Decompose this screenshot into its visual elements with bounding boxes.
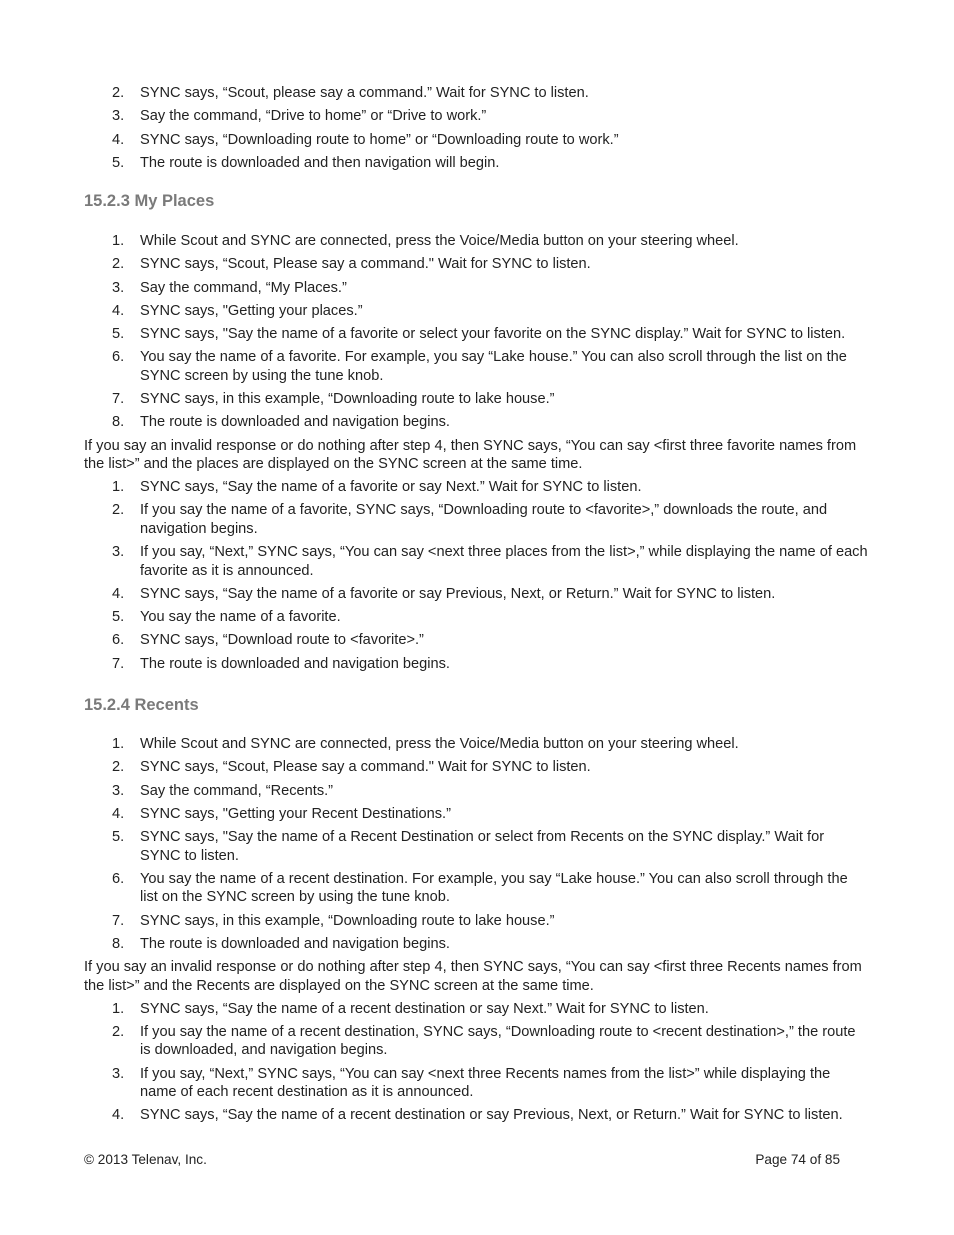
recents-paragraph: If you say an invalid response or do nothing after step 4, then SYNC says, “You can say <first three Recents names from the list>” and the Recents are displayed on the SYNC screen at the same time.	[84, 959, 862, 994]
list-item	[84, 348, 868, 385]
list-item	[84, 478, 868, 496]
list-item	[84, 805, 868, 823]
my-places-steps2-list	[0, 478, 954, 673]
list-number: 2.	[112, 1023, 125, 1040]
list-number: 2.	[112, 759, 125, 776]
list-text: The route is downloaded and navigation begins.	[140, 935, 450, 952]
list-item	[84, 325, 868, 343]
list-item	[84, 585, 868, 603]
intro-list-block	[0, 84, 954, 177]
list-item	[84, 84, 868, 102]
intro-steps-list	[0, 84, 954, 172]
list-text: SYNC says, “Download route to <favorite>.”	[140, 632, 424, 649]
list-text: If you say, “Next,” SYNC says, “You can say <next three places from the list>,” while displaying the name of each favorite as it is announced.	[140, 544, 868, 579]
list-item	[84, 107, 868, 125]
list-text: SYNC says, “Scout, Please say a command." Wait for SYNC to listen.	[140, 256, 591, 273]
heading-recents-wrap	[84, 696, 199, 715]
list-number: 3.	[112, 1065, 125, 1082]
list-item	[84, 413, 868, 431]
list-text: You say the name of a favorite. For example, you say “Lake house.” You can also scroll through the list on the SYNC screen by using the tune knob.	[140, 349, 847, 384]
list-item	[84, 1000, 868, 1018]
list-number: 1.	[112, 233, 125, 249]
list-item	[84, 828, 868, 865]
list-item	[84, 232, 868, 250]
list-number: 5.	[112, 609, 125, 626]
list-number: 6.	[112, 632, 125, 649]
footer-copyright: © 2013 Telenav, Inc.	[84, 1152, 207, 1167]
list-text: The route is downloaded and navigation begins.	[140, 655, 450, 672]
list-item	[84, 501, 868, 538]
list-item	[84, 758, 868, 776]
list-text: Say the command, “Drive to home” or “Drive to work.”	[140, 108, 487, 125]
list-text: The route is downloaded and then navigation will begin.	[140, 154, 500, 171]
list-text: Say the command, “My Places.”	[140, 279, 347, 296]
recents-block	[0, 735, 954, 1130]
list-text: SYNC says, "Say the name of a Recent Destination or select from Recents on the SYNC display.” Wait for SYNC to listen.	[140, 829, 825, 864]
list-item	[84, 255, 868, 273]
list-number: 3.	[112, 108, 125, 125]
list-item	[84, 131, 868, 149]
list-number: 8.	[112, 935, 125, 952]
list-number: 4.	[112, 1107, 125, 1124]
footer-page-number: Page 74 of 85	[755, 1152, 840, 1167]
list-number: 8.	[112, 414, 125, 431]
list-number: 1.	[112, 479, 125, 496]
list-text: Say the command, “Recents.”	[140, 782, 334, 799]
list-text: SYNC says, “Say the name of a favorite or say Next.” Wait for SYNC to listen.	[140, 479, 642, 496]
list-number: 6.	[112, 349, 125, 366]
list-text: SYNC says, “Scout, Please say a command." Wait for SYNC to listen.	[140, 759, 591, 776]
list-number: 4.	[112, 131, 125, 148]
list-number: 1.	[112, 1000, 125, 1017]
list-number: 4.	[112, 585, 125, 602]
list-text: SYNC says, "Getting your Recent Destinations.”	[140, 805, 451, 822]
list-number: 3.	[112, 544, 125, 561]
my-places-block	[0, 232, 954, 678]
list-text: SYNC says, “Downloading route to home” or “Downloading route to work.”	[140, 131, 619, 148]
list-item	[84, 631, 868, 649]
list-text: The route is downloaded and navigation begins.	[140, 414, 450, 431]
section-heading-recents: 15.2.4 Recents	[84, 696, 199, 714]
list-number: 4.	[112, 302, 125, 319]
list-item	[84, 735, 868, 753]
recents-steps-list	[0, 735, 954, 953]
list-number: 7.	[112, 912, 125, 929]
list-item	[84, 154, 868, 172]
list-text: SYNC says, in this example, “Downloading route to lake house.”	[140, 912, 555, 929]
list-item	[84, 935, 868, 953]
list-text: SYNC says, “Scout, please say a command.” Wait for SYNC to listen.	[140, 85, 589, 101]
section-heading-my-places: 15.2.3 My Places	[84, 192, 215, 210]
my-places-steps-list	[0, 232, 954, 432]
list-text: While Scout and SYNC are connected, press the Voice/Media button on your steering wheel.	[140, 233, 739, 249]
list-item	[84, 302, 868, 320]
list-text: SYNC says, in this example, “Downloading route to lake house.”	[140, 391, 555, 408]
list-text: You say the name of a recent destination. For example, you say “Lake house.” You can also scroll through the list on the SYNC screen by using the tune knob.	[140, 870, 848, 906]
list-number: 2.	[112, 85, 125, 101]
list-item	[84, 912, 868, 930]
list-item	[84, 1023, 868, 1060]
list-number: 5.	[112, 326, 125, 343]
list-item	[84, 782, 868, 800]
list-number: 7.	[112, 655, 125, 672]
list-number: 2.	[112, 256, 125, 273]
list-text: SYNC says, “Say the name of a recent destination or say Previous, Next, or Return.” Wait for SYNC to listen.	[140, 1107, 843, 1124]
list-item	[84, 608, 868, 626]
list-text: SYNC says, “Say the name of a recent destination or say Next.” Wait for SYNC to listen.	[140, 1000, 709, 1017]
heading-my-places-wrap	[84, 192, 214, 211]
list-text: SYNC says, "Say the name of a favorite or select your favorite on the SYNC display.” Wait for SYNC to listen.	[140, 326, 846, 343]
list-text: You say the name of a favorite.	[140, 609, 341, 626]
list-number: 3.	[112, 279, 125, 296]
list-number: 2.	[112, 502, 125, 519]
recents-steps2-list	[0, 1000, 954, 1125]
list-text: If you say the name of a recent destination, SYNC says, “Downloading route to <recent destination>,” the route is downloaded, and navigation begins.	[140, 1023, 856, 1059]
my-places-paragraph: If you say an invalid response or do nothing after step 4, then SYNC says, “You can say <first three favorite names from the list>” and the places are displayed on the SYNC screen at the same time.	[84, 437, 857, 473]
list-number: 7.	[112, 391, 125, 408]
list-number: 5.	[112, 829, 125, 846]
list-number: 4.	[112, 805, 125, 822]
list-item	[84, 1106, 868, 1124]
list-item	[84, 390, 868, 408]
list-number: 5.	[112, 154, 125, 171]
list-text: If you say, “Next,” SYNC says, “You can say <next three Recents names from the list>” while displaying the name of each recent destination as it is announced.	[140, 1065, 831, 1100]
list-number: 6.	[112, 870, 125, 887]
list-item	[84, 543, 868, 580]
list-item	[84, 279, 868, 297]
list-item	[84, 1065, 868, 1102]
list-text: While Scout and SYNC are connected, press the Voice/Media button on your steering wheel.	[140, 736, 739, 752]
list-text: If you say the name of a favorite, SYNC says, “Downloading route to <favorite>,” downloads the route, and navigation begins.	[140, 502, 828, 537]
list-item	[84, 655, 868, 673]
list-number: 3.	[112, 782, 125, 799]
list-text: SYNC says, "Getting your places.”	[140, 302, 363, 319]
list-number: 1.	[112, 736, 125, 752]
list-text: SYNC says, “Say the name of a favorite or say Previous, Next, or Return.” Wait for SYNC to listen.	[140, 585, 776, 602]
list-item	[84, 870, 868, 907]
